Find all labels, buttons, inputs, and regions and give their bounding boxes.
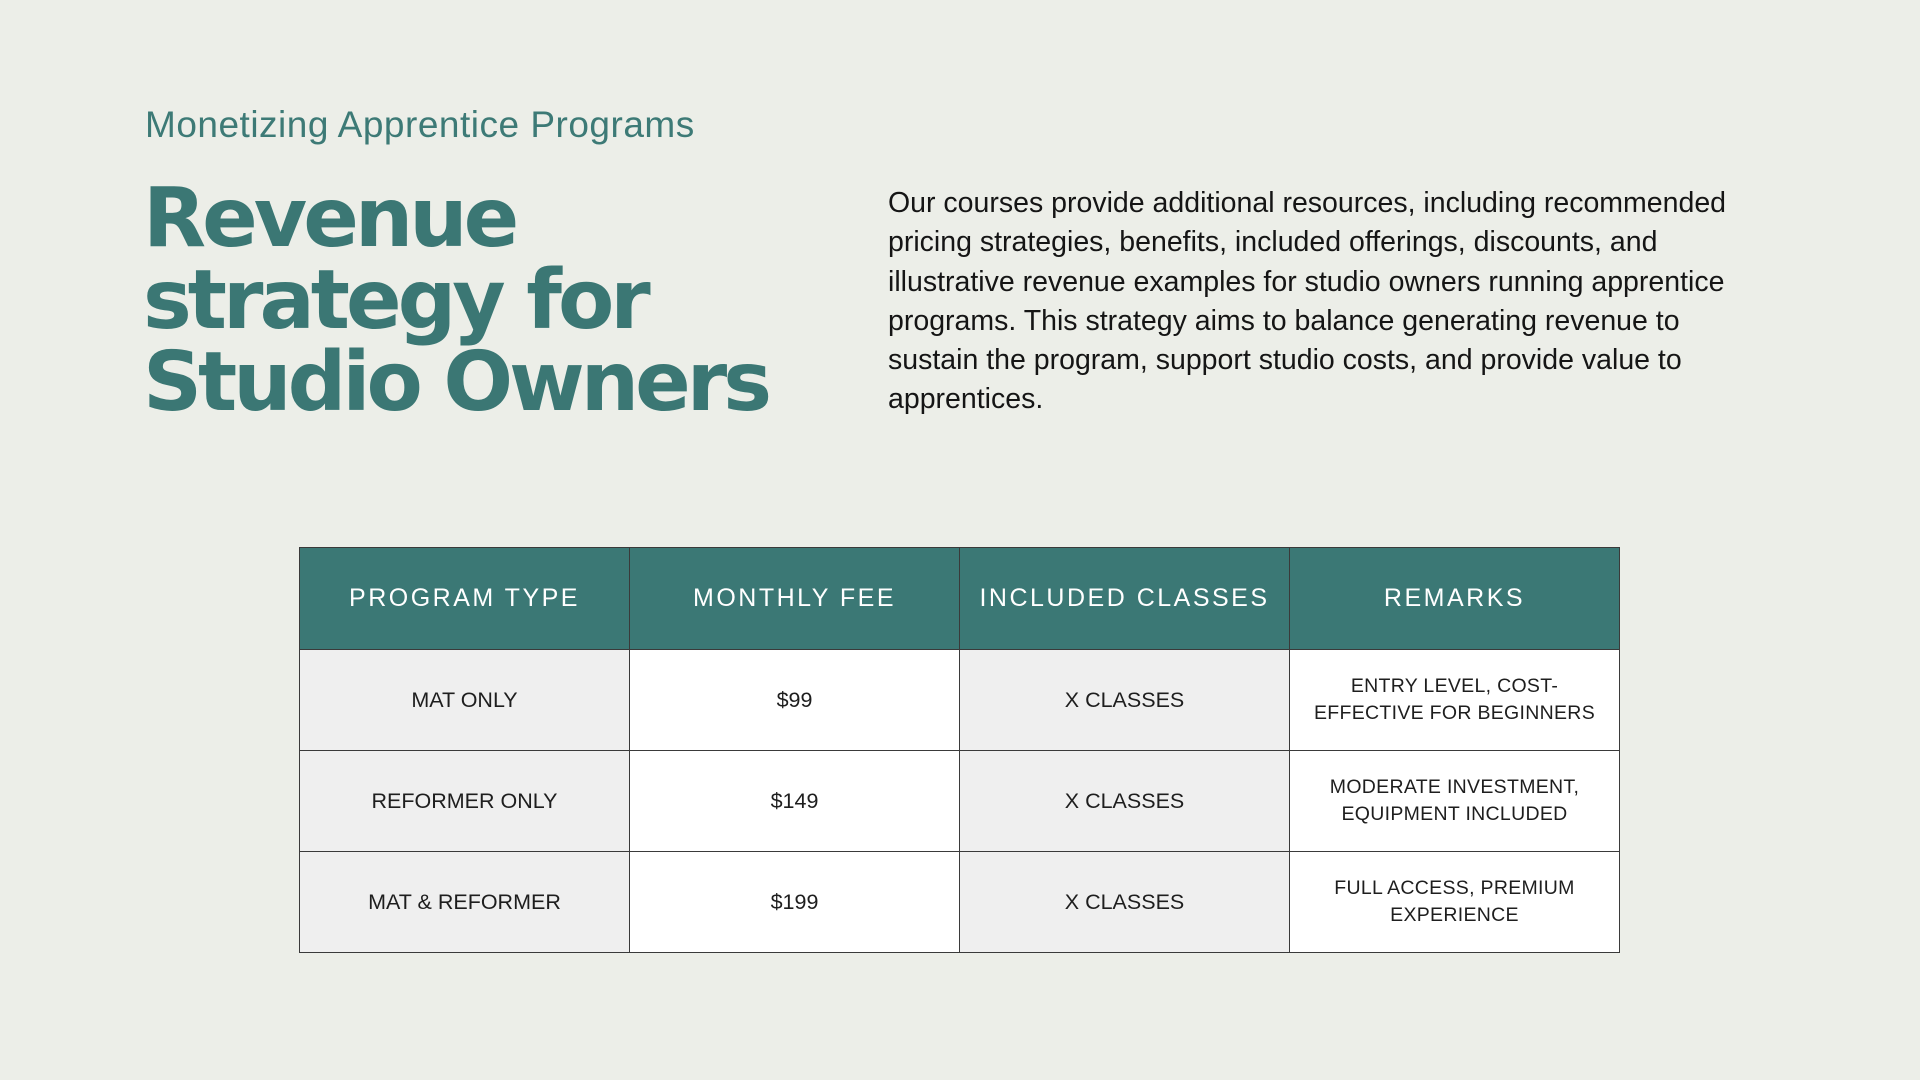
table-header-row	[300, 548, 1620, 650]
cell-monthly-fee: $199	[630, 852, 960, 953]
eyebrow-subtitle: Monetizing Apprentice Programs	[145, 104, 695, 145]
cell-program-type: MAT ONLY	[300, 650, 630, 751]
header-included-classes: INCLUDED CLASSES	[960, 548, 1290, 650]
title-line: Revenue	[143, 171, 516, 266]
header-program-type: PROGRAM TYPE	[300, 548, 630, 650]
cell-remarks: ENTRY LEVEL, COST-EFFECTIVE FOR BEGINNERS	[1290, 650, 1620, 751]
table-row	[300, 852, 1620, 953]
header-remarks: REMARKS	[1290, 548, 1620, 650]
cell-program-type: MAT & REFORMER	[300, 852, 630, 953]
cell-program-type: REFORMER ONLY	[300, 751, 630, 852]
page-title	[143, 171, 769, 430]
intro-paragraph: Our courses provide additional resources, including recommended pricing strategies, benefits, included offerings, discounts, and illustrative revenue examples for studio owners running apprentice programs. This strategy aims to balance generating revenue to sustain the program, support studio costs, and provide value to apprentices.	[888, 187, 1727, 416]
table-row	[300, 751, 1620, 852]
cell-monthly-fee: $149	[630, 751, 960, 852]
header-monthly-fee: MONTHLY FEE	[630, 548, 960, 650]
pricing-table	[299, 547, 1620, 953]
cell-remarks: FULL ACCESS, PREMIUM EXPERIENCE	[1290, 852, 1620, 953]
cell-included-classes: X CLASSES	[960, 650, 1290, 751]
table-row	[300, 650, 1620, 751]
cell-remarks: MODERATE INVESTMENT, EQUIPMENT INCLUDED	[1290, 751, 1620, 852]
cell-included-classes: X CLASSES	[960, 852, 1290, 953]
cell-monthly-fee: $99	[630, 650, 960, 751]
title-line: strategy for	[143, 253, 647, 348]
title-line: Studio Owners	[143, 335, 769, 430]
cell-included-classes: X CLASSES	[960, 751, 1290, 852]
